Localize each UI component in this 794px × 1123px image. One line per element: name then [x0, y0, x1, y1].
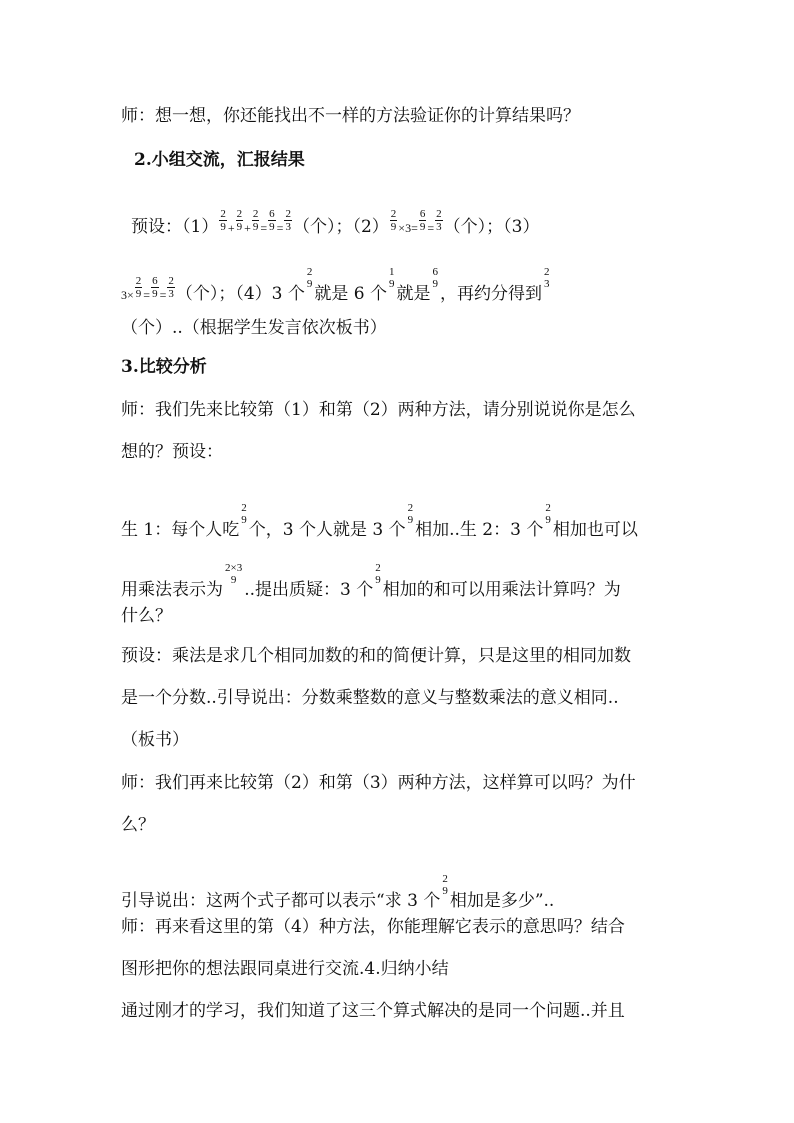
text: 相加..生 2：3 个 — [415, 520, 544, 540]
fraction: $\frac{2}{3}$ — [436, 208, 442, 233]
line-8: 想的？预设： — [121, 442, 223, 462]
line-3 — [131, 208, 539, 240]
text: ..提出质疑：3 个 — [244, 580, 374, 600]
line-2: 2.小组交流，汇报结果 — [134, 150, 305, 170]
fraction: $\frac{2}{9}$ — [135, 275, 142, 300]
text: 生 1：每个人吃 — [121, 520, 240, 540]
text: （个）；（4）3 个 — [175, 284, 305, 304]
line-6: 3.比较分析 — [121, 357, 207, 377]
line-7: 师：我们先来比较第（1）和第（2）两种方法，请分别说说你是怎么 — [121, 400, 636, 420]
fraction: $\frac{2}{3}$ — [285, 208, 291, 233]
op: 3 — [121, 288, 127, 302]
text: 引导说出：这两个式子都可以表示“求 3 个 — [121, 891, 441, 911]
fraction: $\frac{2}{3}$ — [168, 275, 174, 300]
fraction: $\frac{2}{9}$ — [220, 208, 226, 233]
fraction: 6 9 — [432, 266, 439, 290]
fraction: $\frac{2}{9}$ — [236, 208, 243, 233]
fraction: 1 9 — [389, 266, 395, 290]
fraction: 2×3 9 — [225, 562, 243, 586]
text: （个）；（2） — [292, 217, 389, 237]
op: = — [427, 221, 435, 235]
op: = — [411, 221, 418, 235]
op: + — [227, 221, 235, 235]
line-18: 师：再来看这里的第（4）种方法，你能理解它表示的意思吗？结合 — [121, 917, 625, 937]
fraction: $\frac{6}{9}$ — [269, 208, 275, 233]
op: + — [244, 221, 251, 235]
line-15: 师：我们再来比较第（2）和第（3）两种方法，这样算可以吗？为什 — [121, 773, 636, 793]
op: = — [276, 221, 284, 235]
line-17 — [121, 873, 554, 913]
op: × — [127, 288, 134, 302]
text: 用乘法表示为 — [121, 580, 223, 600]
text: 预设：（1） — [131, 217, 219, 237]
text: 就是 6 个 — [314, 284, 388, 304]
line-4 — [121, 266, 552, 307]
op: = — [260, 221, 268, 235]
op: = — [143, 288, 151, 302]
fraction: 2 3 — [544, 266, 550, 290]
line-12: 预设：乘法是求几个相同加数的和的简便计算，只是这里的相同加数 — [121, 646, 631, 666]
line-19: 图形把你的想法跟同桌进行交流.4.归纳小结 — [121, 959, 449, 979]
op: × — [398, 221, 406, 235]
line-11: 什么？ — [121, 606, 172, 626]
line-20: 通过刚才的学习，我们知道了这三个算式解决的是同一个问题..并且 — [121, 1001, 625, 1021]
line-13: 是一个分数..引导说出：分数乘整数的意义与整数乘法的意义相同.. — [121, 688, 619, 708]
text: 个，3 个人就是 3 个 — [248, 520, 406, 540]
fraction: 2 9 — [407, 502, 414, 526]
text: 就是 — [396, 284, 431, 304]
fraction: $\frac{2}{9}$ — [252, 208, 259, 233]
fraction: 2 9 — [442, 873, 448, 897]
fraction: 2 9 — [375, 562, 381, 586]
fraction: 2 9 — [545, 502, 551, 526]
op: = — [159, 288, 167, 302]
line-10 — [121, 562, 621, 602]
fraction: $\frac{6}{9}$ — [419, 208, 426, 233]
line-16: 么？ — [121, 815, 155, 835]
fraction: 2 9 — [306, 266, 313, 290]
line-9 — [121, 502, 638, 542]
text: ，再约分得到 — [440, 284, 543, 304]
text: 相加也可以 — [552, 520, 638, 540]
op: 3 — [405, 221, 412, 235]
line-5: （个）..（根据学生发言依次板书） — [121, 318, 387, 338]
text: （个）；（3） — [443, 217, 540, 237]
fraction: $\frac{2}{9}$ — [390, 208, 397, 233]
line-1: 师：想一想，你还能找出不一样的方法验证你的计算结果吗？ — [121, 106, 580, 126]
line-14: （板书） — [121, 730, 189, 750]
text: 相加是多少”.. — [449, 891, 555, 911]
text: 相加的和可以用乘法计算吗？为 — [382, 580, 621, 600]
fraction: $\frac{6}{9}$ — [152, 275, 158, 300]
fraction: 2 9 — [241, 502, 247, 526]
